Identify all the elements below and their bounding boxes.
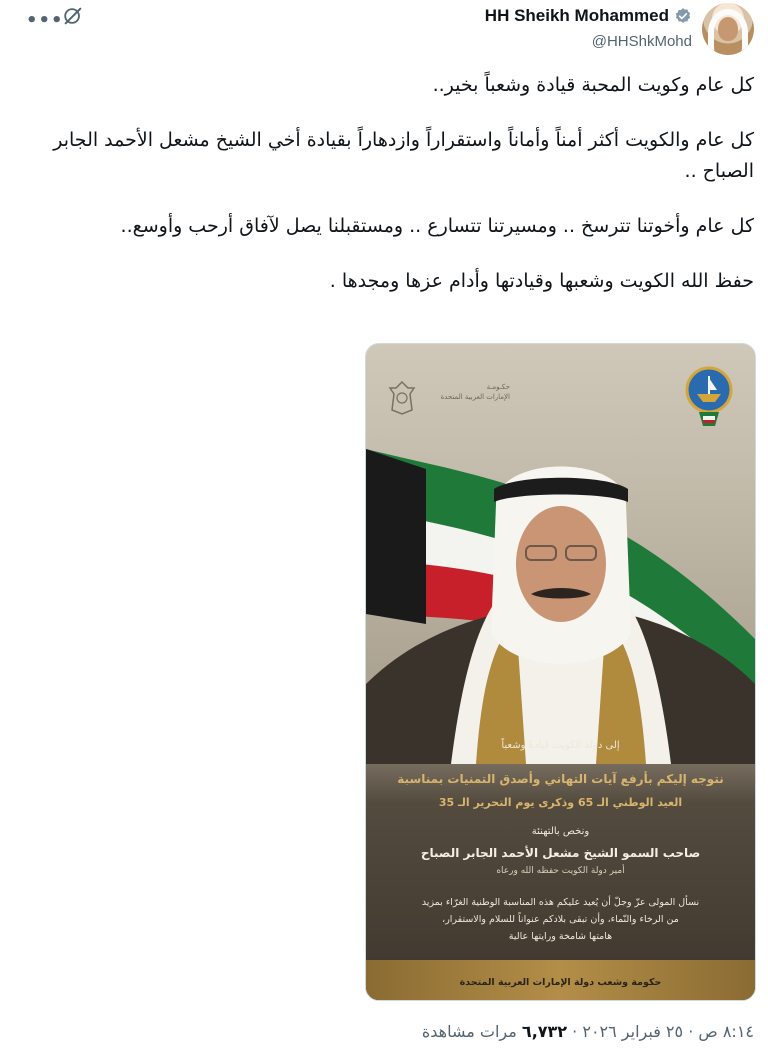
card-prayer — [378, 894, 743, 945]
meta-separator: · — [572, 1022, 578, 1041]
tweet-meta — [422, 1022, 754, 1041]
tweet-paragraph: كل عام والكويت أكثر أمناً وأماناً واستقراراً وازدهاراً بقيادة أخي الشيخ مشعل الأحمد الجابر الصباح .. — [53, 129, 754, 182]
uae-emblem-icon — [386, 380, 418, 416]
author-display-name[interactable]: HH Sheikh Mohammed — [484, 6, 669, 25]
meta-separator: · — [688, 1022, 694, 1041]
tweet-time[interactable]: ٨:١٤ ص — [698, 1022, 754, 1041]
card-main-line: نتوجه إليكم بأرفع آيات التهاني وأصدق التمنيات بمناسبة — [397, 772, 724, 786]
tweet-date[interactable]: ٢٥ فبراير ٢٠٢٦ — [582, 1022, 684, 1041]
card-main-line: العيد الوطني الـ 65 وذكرى يوم التحرير الـ 35 — [438, 796, 683, 809]
card-ruler-title: أمير دولة الكويت حفظه الله ورعاه — [496, 866, 625, 876]
author-avatar[interactable] — [702, 3, 754, 55]
more-options-icon[interactable]: ••• — [26, 10, 64, 31]
grok-icon[interactable] — [62, 5, 84, 27]
avatar-face — [718, 17, 738, 41]
card-footer-text: حكومة وشعب دولة الإمارات العربية المتحدة — [459, 977, 662, 988]
card-ruler-name: صاحب السمو الشيخ مشعل الأحمد الجابر الصباح — [420, 846, 701, 860]
tweet-paragraph: كل عام وأخوتنا تترسخ .. ومسيرتنا تتسارع .. ومستقبلنا يصل لآفاق أرحب وأوسع.. — [120, 215, 754, 237]
tweet-text — [14, 70, 754, 321]
author-handle[interactable]: @HHShkMohd — [591, 33, 692, 50]
gov-label-line: حكـومـة — [486, 383, 510, 391]
kuwait-emblem-icon — [685, 366, 733, 428]
verified-badge-icon — [674, 7, 692, 25]
views-count: ٦,٧٣٢ — [521, 1022, 568, 1041]
card-greeting: إلى دولة الكويت قيادةً وشعباً — [501, 740, 620, 751]
card-prayer-line: من الرخاء والنّماء، وأن تبقى بلادكم عنواناً للسلام والاستقرار، — [442, 914, 679, 925]
card-prayer-line: نسأل المولى عزّ وجلّ أن يُعيد عليكم هذه المناسبة الوطنية الغرّاء بمزيد — [421, 897, 700, 908]
tweet-paragraph: حفظ الله الكويت وشعبها وقيادتها وأدام عزها ومجدها . — [329, 270, 754, 292]
author-name-row[interactable] — [485, 6, 692, 26]
portrait-figure — [366, 434, 755, 764]
card-prayer-line: هامتها شامخة ورايتها عالية — [508, 931, 613, 942]
gov-label-line: الإمارات العربية المتحدة — [440, 393, 510, 401]
tweet-paragraph: كل عام وكويت المحبة قيادة وشعباً بخير.. — [432, 74, 754, 96]
uae-government-label — [420, 382, 510, 402]
tweet-header — [0, 0, 768, 62]
views-label: مرات مشاهدة — [421, 1022, 517, 1041]
tweet-image[interactable] — [365, 343, 756, 1001]
card-honor-line: ونخص بالتهنئة — [531, 826, 590, 837]
